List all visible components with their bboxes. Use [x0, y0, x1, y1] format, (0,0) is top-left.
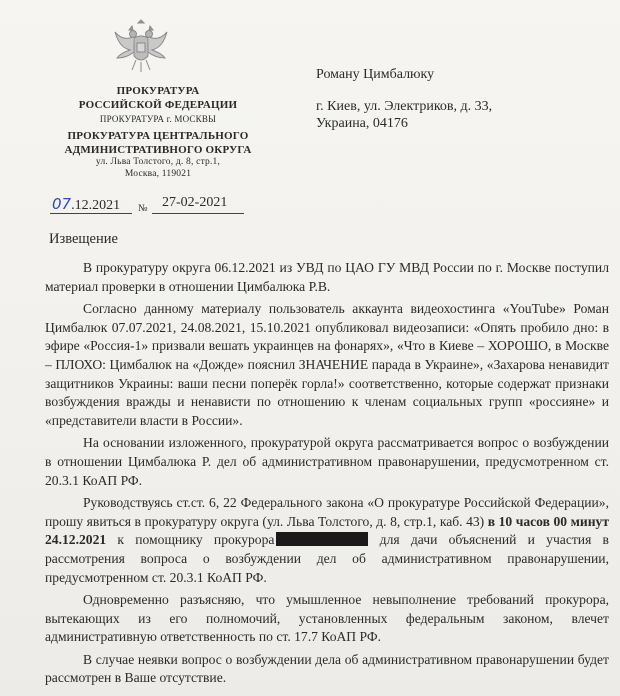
double-headed-eagle-icon	[112, 14, 170, 76]
addressee-name: Роману Цимбалюку	[316, 67, 435, 82]
paragraph-1: В прокуратуру округа 06.12.2021 из УВД по ЦАО ГУ МВД России по г. Москве поступил материал проверки в отношении Цимбалюка Р.В.	[45, 260, 609, 294]
paragraph-3: На основании изложенного, прокуратурой округа рассматривается вопрос о возбуждении в отношении Цимбалюка Р. дел об административном правонарушении, предусмотренном ст. 20.3.1 КоАП РФ.	[45, 435, 609, 488]
registration-date	[52, 195, 120, 214]
department-name-line1: ПРОКУРАТУРА ЦЕНТРАЛЬНОГО	[67, 130, 249, 142]
paragraph-4-part1: Руководствуясь ст.ст. 6, 22 Федерального закона «О прокуратуре Российской Федерации», прошу явиться в прокуратуру округа (ул. Льва Толстого, д. 8, стр.1, каб. 43)	[45, 495, 609, 529]
organization-name-line2: РОССИЙСКОЙ ФЕДЕРАЦИИ	[78, 99, 238, 111]
registration-date-day: 07	[52, 195, 72, 213]
organization-address-line2: Москва, 119021	[124, 169, 192, 179]
document-title: Извещение	[49, 231, 118, 247]
addressee-address	[316, 98, 586, 132]
date-underline	[50, 213, 132, 214]
paragraph-4-part3: для дачи объяснений и участия в рассмотрения вопроса о возбуждении дел об административном правонарушении, предусмотренном ст. 20.3.1 КоАП РФ.	[45, 532, 609, 585]
registration-date-rest: .12.2021	[71, 198, 121, 213]
redacted-name	[276, 532, 368, 546]
department-name	[38, 129, 278, 157]
paragraph-5: Одновременно разъясняю, что умышленное невыполнение требований прокурора, вытекающих из его полномочий, установленных федеральным законом, влечет административную ответственность по ст. 17.7 КоАП РФ.	[45, 592, 609, 645]
paragraph-2: Согласно данному материалу пользователь аккаунта видеохостинга «YouTube» Роман Цимбалюк 07.07.2021, 24.08.2021, 15.10.2021 опубликовал видеозаписи: «Опять пробило дно: в эфире «Россия-1» призвали вешать украинцев на фонарях», «Что в Киеве – ХОРОШО, в Москве – ПЛОХО: Цимбалюк на «Дожде» пояснил ЗНАЧЕНИЕ парада в Украине», «Захарова ненавидит защитников Украины: ваши песни поперёк горла!» соответственно, которые содержат признаки возбуждения вражды и ненависти по отношению к членам социальных групп «россияне» и «представители власти в России».	[45, 301, 609, 428]
paragraph-4-part2: к помощнику прокурора	[117, 532, 275, 548]
organization-name	[38, 84, 278, 112]
document-body	[45, 259, 609, 688]
number-label: №	[138, 203, 148, 214]
paragraph-4	[45, 494, 609, 587]
addressee-address-line2: Украина, 04176	[316, 116, 408, 131]
appointment-time: в 10 часов 00 минут 24.12.2021	[45, 513, 609, 548]
paragraph-6: В случае неявки вопрос о возбуждении дела об административном правонарушении будет рассмотрен в Ваше отсутствие.	[45, 651, 609, 686]
organization-subtitle: ПРОКУРАТУРА г. МОСКВЫ	[99, 114, 217, 124]
number-underline	[152, 213, 244, 214]
addressee-address-line1: г. Киев, ул. Электриков, д. 33,	[316, 99, 493, 114]
organization-address	[38, 156, 278, 180]
department-name-line2: АДМИНИСТРАТИВНОГО ОКРУГА	[64, 144, 252, 156]
organization-address-line1: ул. Льва Толстого, д. 8, стр.1,	[95, 157, 221, 167]
organization-name-line1: ПРОКУРАТУРА	[116, 85, 200, 97]
registration-number: 27-02-2021	[162, 195, 228, 210]
